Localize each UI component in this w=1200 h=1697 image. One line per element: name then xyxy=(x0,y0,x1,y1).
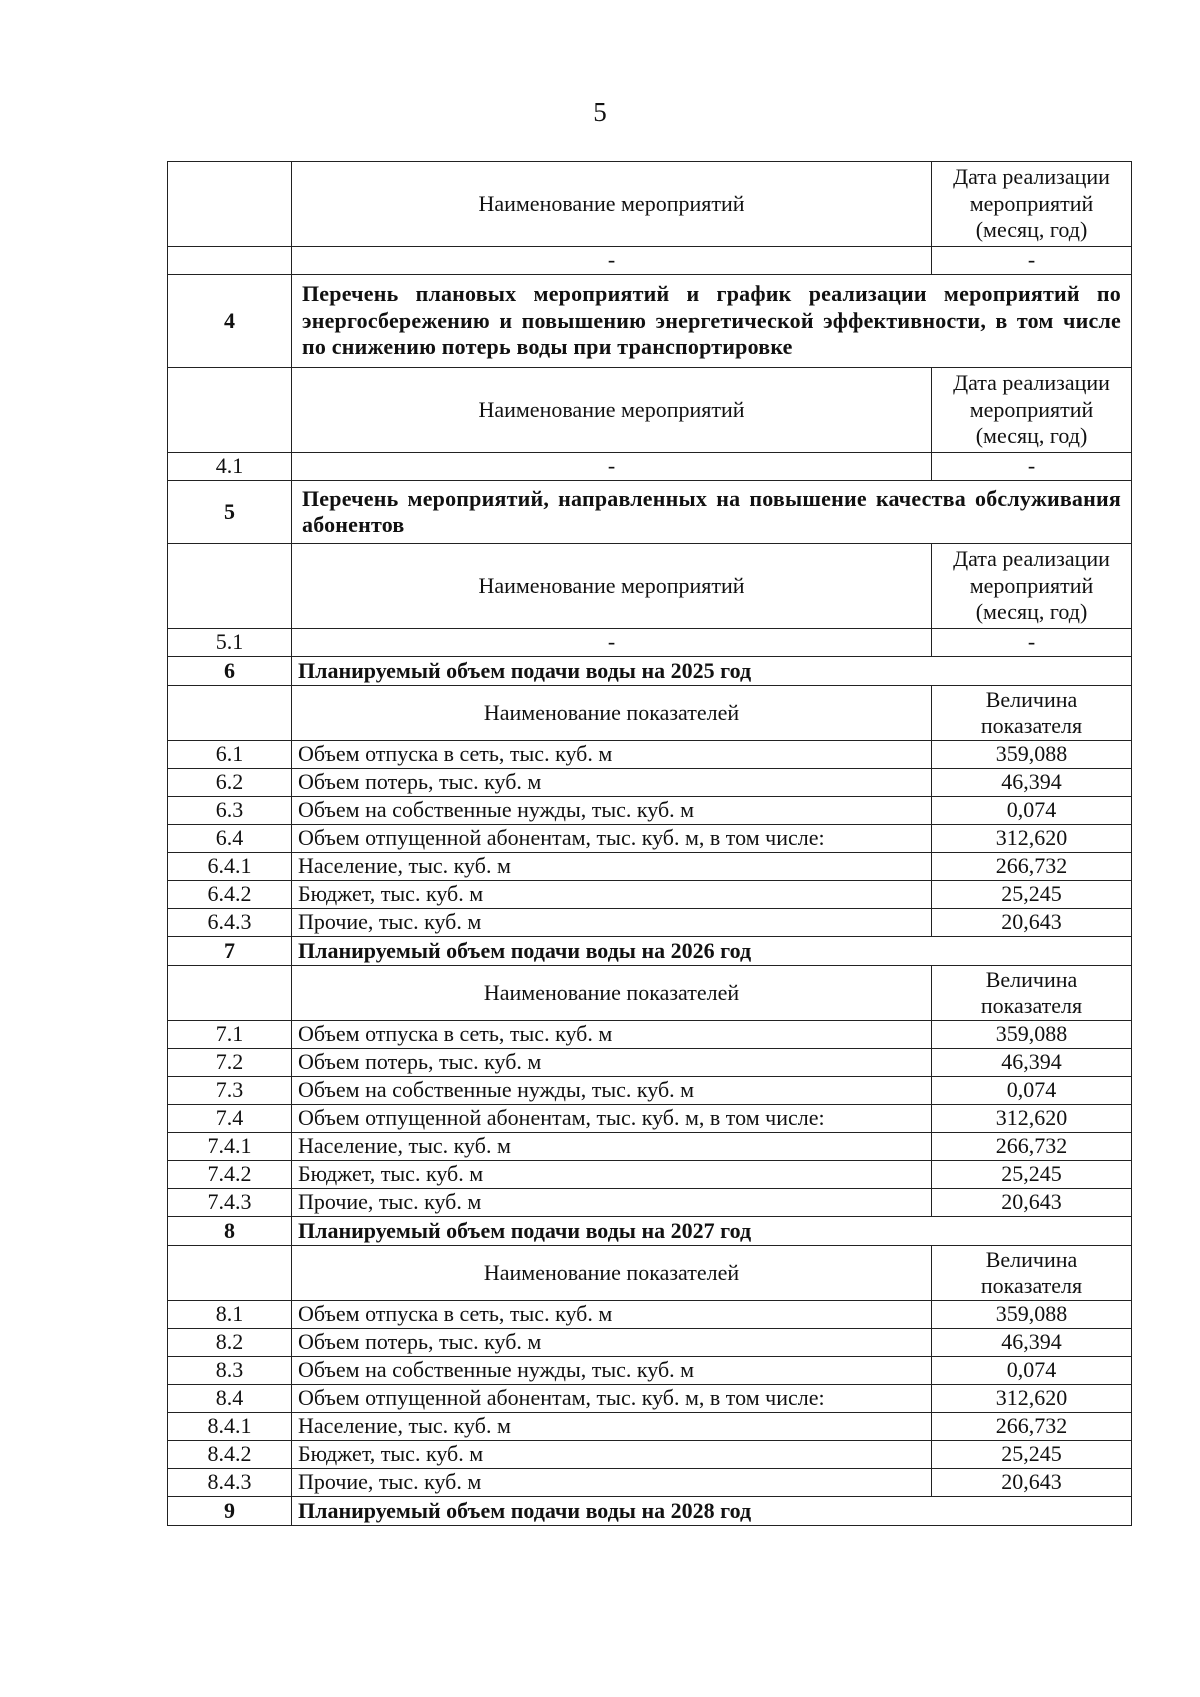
table-row xyxy=(168,629,1132,657)
section-row-8 xyxy=(168,1217,1132,1246)
indicator-value: 25,245 xyxy=(932,1441,1132,1469)
indicator-name: Объем отпущенной абонентам, тыс. куб. м, в том числе: xyxy=(292,1105,932,1133)
row-number: 6.1 xyxy=(168,741,292,769)
indicator-value: 46,394 xyxy=(932,1329,1132,1357)
table-header-row xyxy=(168,686,1132,741)
table-row xyxy=(168,453,1132,481)
indicator-name: Объем на собственные нужды, тыс. куб. м xyxy=(292,1357,932,1385)
table-row xyxy=(168,247,1132,275)
row-number: 6.4.2 xyxy=(168,881,292,909)
section-row-7 xyxy=(168,937,1132,966)
indicator-value: 312,620 xyxy=(932,825,1132,853)
section-number: 6 xyxy=(168,657,292,686)
table-header-row xyxy=(168,544,1132,629)
section-title: Планируемый объем подачи воды на 2027 год xyxy=(292,1217,1132,1246)
row-number: 6.4 xyxy=(168,825,292,853)
table-row xyxy=(168,1189,1132,1217)
table-row xyxy=(168,1441,1132,1469)
row-number: 6.4.3 xyxy=(168,909,292,937)
section-row-4 xyxy=(168,275,1132,368)
header-name-cell: Наименование показателей xyxy=(292,686,932,741)
row-number: 6.4.1 xyxy=(168,853,292,881)
table-row xyxy=(168,769,1132,797)
name-cell: - xyxy=(292,629,932,657)
indicator-name: Объем потерь, тыс. куб. м xyxy=(292,1329,932,1357)
name-cell: - xyxy=(292,453,932,481)
num-cell xyxy=(168,686,292,741)
section-number: 5 xyxy=(168,481,292,544)
name-cell: - xyxy=(292,247,932,275)
indicator-value: 359,088 xyxy=(932,1301,1132,1329)
section-row-9 xyxy=(168,1497,1132,1526)
indicator-value: 359,088 xyxy=(932,1021,1132,1049)
row-number: 7.1 xyxy=(168,1021,292,1049)
indicator-value: 25,245 xyxy=(932,881,1132,909)
row-number: 7.4.2 xyxy=(168,1161,292,1189)
num-cell xyxy=(168,368,292,453)
header-value-cell: Величина показателя xyxy=(932,1246,1132,1301)
indicator-value: 46,394 xyxy=(932,769,1132,797)
indicator-name: Бюджет, тыс. куб. м xyxy=(292,1441,932,1469)
num-cell xyxy=(168,544,292,629)
table-row xyxy=(168,1385,1132,1413)
indicator-value: 266,732 xyxy=(932,853,1132,881)
indicator-value: 46,394 xyxy=(932,1049,1132,1077)
num-cell xyxy=(168,966,292,1021)
page-number: 5 xyxy=(593,97,607,127)
section-row-5 xyxy=(168,481,1132,544)
table-row xyxy=(168,1413,1132,1441)
indicator-name: Население, тыс. куб. м xyxy=(292,1133,932,1161)
section-number: 9 xyxy=(168,1497,292,1526)
table-header-row xyxy=(168,162,1132,247)
table-row xyxy=(168,825,1132,853)
num-cell xyxy=(168,247,292,275)
table-row xyxy=(168,853,1132,881)
indicator-name: Объем отпуска в сеть, тыс. куб. м xyxy=(292,1301,932,1329)
section-title: Перечень мероприятий, направленных на повышение качества обслуживания абонентов xyxy=(292,481,1132,544)
table-row xyxy=(168,1357,1132,1385)
row-number: 8.1 xyxy=(168,1301,292,1329)
num-cell xyxy=(168,162,292,247)
indicator-name: Объем на собственные нужды, тыс. куб. м xyxy=(292,797,932,825)
section-row-6 xyxy=(168,657,1132,686)
date-cell: - xyxy=(932,247,1132,275)
indicator-value: 25,245 xyxy=(932,1161,1132,1189)
indicator-name: Прочие, тыс. куб. м xyxy=(292,909,932,937)
indicator-value: 0,074 xyxy=(932,1357,1132,1385)
indicator-value: 0,074 xyxy=(932,797,1132,825)
indicator-name: Объем потерь, тыс. куб. м xyxy=(292,769,932,797)
row-number: 7.4.1 xyxy=(168,1133,292,1161)
section-number: 8 xyxy=(168,1217,292,1246)
indicator-value: 20,643 xyxy=(932,1469,1132,1497)
table-row xyxy=(168,909,1132,937)
indicator-name: Объем на собственные нужды, тыс. куб. м xyxy=(292,1077,932,1105)
row-number: 6.3 xyxy=(168,797,292,825)
row-number: 7.4 xyxy=(168,1105,292,1133)
table-row xyxy=(168,797,1132,825)
indicator-name: Население, тыс. куб. м xyxy=(292,1413,932,1441)
table-row xyxy=(168,1077,1132,1105)
table-row xyxy=(168,1469,1132,1497)
section-title: Планируемый объем подачи воды на 2028 год xyxy=(292,1497,1132,1526)
row-number: 8.2 xyxy=(168,1329,292,1357)
indicator-name: Объем отпуска в сеть, тыс. куб. м xyxy=(292,741,932,769)
date-cell: - xyxy=(932,629,1132,657)
section-number: 7 xyxy=(168,937,292,966)
table-row xyxy=(168,741,1132,769)
header-name-cell: Наименование показателей xyxy=(292,1246,932,1301)
row-number: 6.2 xyxy=(168,769,292,797)
indicator-name: Объем отпуска в сеть, тыс. куб. м xyxy=(292,1021,932,1049)
indicator-value: 312,620 xyxy=(932,1385,1132,1413)
header-name-cell: Наименование мероприятий xyxy=(292,162,932,247)
num-cell: 5.1 xyxy=(168,629,292,657)
header-date-cell: Дата реализации мероприятий (месяц, год) xyxy=(932,368,1132,453)
table-row xyxy=(168,1049,1132,1077)
table-row xyxy=(168,1329,1132,1357)
table-header-row xyxy=(168,1246,1132,1301)
indicator-value: 266,732 xyxy=(932,1133,1132,1161)
section-title: Планируемый объем подачи воды на 2026 год xyxy=(292,937,1132,966)
row-number: 7.3 xyxy=(168,1077,292,1105)
row-number: 8.4 xyxy=(168,1385,292,1413)
header-name-cell: Наименование мероприятий xyxy=(292,368,932,453)
row-number: 8.4.3 xyxy=(168,1469,292,1497)
row-number: 7.4.3 xyxy=(168,1189,292,1217)
indicator-name: Бюджет, тыс. куб. м xyxy=(292,881,932,909)
indicator-value: 359,088 xyxy=(932,741,1132,769)
table-row xyxy=(168,1021,1132,1049)
header-value-cell: Величина показателя xyxy=(932,966,1132,1021)
row-number: 7.2 xyxy=(168,1049,292,1077)
table-row xyxy=(168,1301,1132,1329)
row-number: 8.4.1 xyxy=(168,1413,292,1441)
indicator-name: Объем потерь, тыс. куб. м xyxy=(292,1049,932,1077)
table-row xyxy=(168,1161,1132,1189)
table-row xyxy=(168,1133,1132,1161)
indicator-value: 0,074 xyxy=(932,1077,1132,1105)
row-number: 8.4.2 xyxy=(168,1441,292,1469)
indicator-name: Бюджет, тыс. куб. м xyxy=(292,1161,932,1189)
section-number: 4 xyxy=(168,275,292,368)
table-header-row xyxy=(168,966,1132,1021)
table-row xyxy=(168,881,1132,909)
indicator-value: 20,643 xyxy=(932,1189,1132,1217)
header-date-cell: Дата реализации мероприятий (месяц, год) xyxy=(932,162,1132,247)
indicator-name: Объем отпущенной абонентам, тыс. куб. м, в том числе: xyxy=(292,825,932,853)
indicator-name: Прочие, тыс. куб. м xyxy=(292,1469,932,1497)
table-row xyxy=(168,1105,1132,1133)
row-number: 8.3 xyxy=(168,1357,292,1385)
section-title: Перечень плановых мероприятий и график реализации мероприятий по энергосбережению и повышению энергетической эффективности, в том числе по снижению потерь воды при транспортировке xyxy=(292,275,1132,368)
num-cell: 4.1 xyxy=(168,453,292,481)
header-name-cell: Наименование показателей xyxy=(292,966,932,1021)
header-name-cell: Наименование мероприятий xyxy=(292,544,932,629)
indicator-value: 312,620 xyxy=(932,1105,1132,1133)
indicator-name: Объем отпущенной абонентам, тыс. куб. м, в том числе: xyxy=(292,1385,932,1413)
header-value-cell: Величина показателя xyxy=(932,686,1132,741)
date-cell: - xyxy=(932,453,1132,481)
measures-table xyxy=(167,161,1132,1526)
indicator-value: 266,732 xyxy=(932,1413,1132,1441)
section-title: Планируемый объем подачи воды на 2025 год xyxy=(292,657,1132,686)
indicator-value: 20,643 xyxy=(932,909,1132,937)
table-header-row xyxy=(168,368,1132,453)
header-date-cell: Дата реализации мероприятий (месяц, год) xyxy=(932,544,1132,629)
num-cell xyxy=(168,1246,292,1301)
indicator-name: Население, тыс. куб. м xyxy=(292,853,932,881)
indicator-name: Прочие, тыс. куб. м xyxy=(292,1189,932,1217)
